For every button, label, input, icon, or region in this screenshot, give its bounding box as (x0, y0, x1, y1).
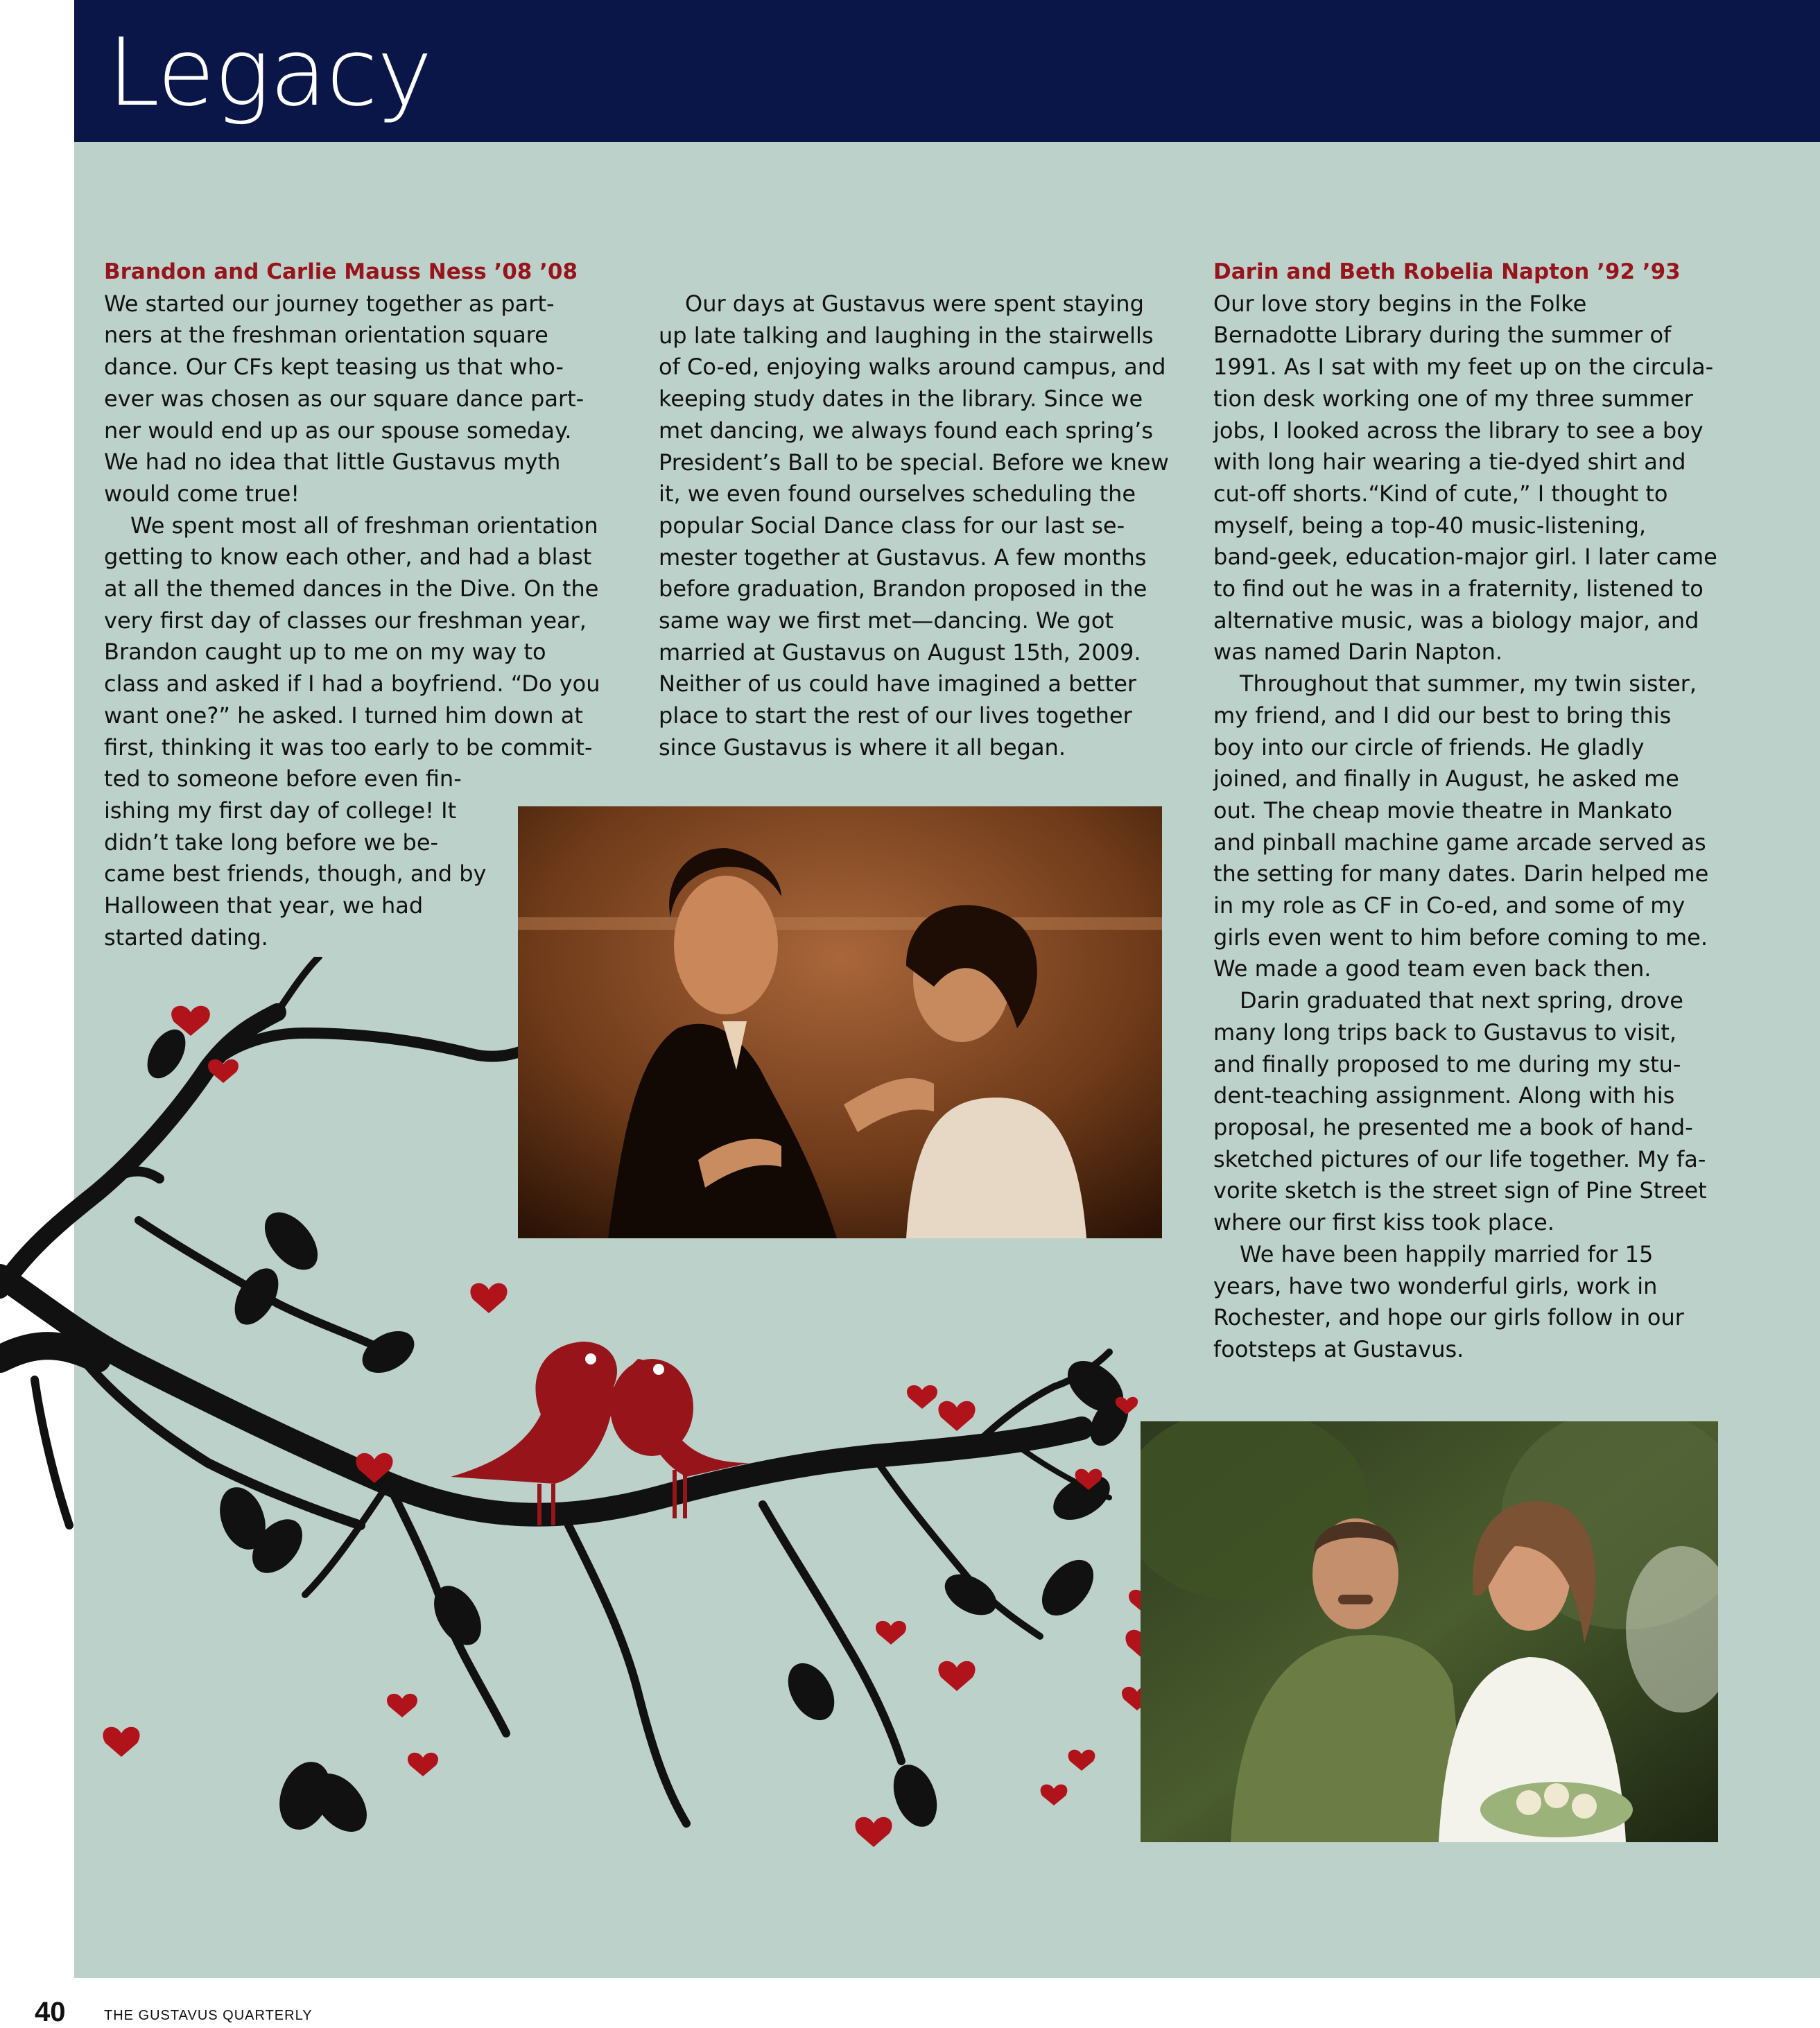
text-line: footsteps at Gustavus. (1213, 1335, 1464, 1362)
text-line: Our love story begins in the Folke (1213, 290, 1587, 317)
text-line: We have been happily married for 15 (1240, 1240, 1654, 1267)
text-line: up late talking and laughing in the stairwells (659, 322, 1154, 349)
text-line: of Co-ed, enjoying walks around campus, and (659, 354, 1166, 381)
column-middle (659, 288, 1172, 764)
story1-paragraph-3 (659, 288, 1172, 764)
text-line: same way we first met—dancing. We got (659, 607, 1114, 634)
text-line: tion desk working one of my three summer (1213, 385, 1693, 412)
text-line: We made a good team even back then. (1213, 955, 1652, 982)
page-title: Legacy (107, 18, 432, 127)
text-line: band-geek, education-major girl. I later came (1213, 544, 1717, 571)
text-line: jobs, I looked across the library to see a boy (1213, 417, 1704, 444)
text-line: ishing my first day of college! It (104, 797, 457, 824)
magazine-name: THE GUSTAVUS QUARTERLY (104, 2008, 313, 2023)
story2-paragraph-1 (1213, 288, 1740, 668)
text-line: Our days at Gustavus were spent staying (685, 291, 1144, 317)
text-line: President’s Ball to be special. Before we knew (659, 449, 1169, 476)
text-line: was named Darin Napton. (1213, 639, 1503, 666)
story-title-napton: Darin and Beth Robelia Napton ’92 ’93 (1213, 259, 1681, 284)
text-line: and pinball machine game arcade served as (1213, 829, 1706, 856)
story-title-ness: Brandon and Carlie Mauss Ness ’08 ’08 (104, 259, 578, 284)
text-line: and finally proposed to me during my stu- (1213, 1050, 1681, 1077)
text-line: keeping study dates in the library. Since we (659, 385, 1143, 413)
column-right (1213, 257, 1740, 1366)
page-number: 40 (35, 1997, 66, 2027)
text-line: the setting for many dates. Darin helped me (1213, 860, 1709, 887)
text-line: 1991. As I sat with my feet up on the circula- (1213, 354, 1714, 381)
text-line: years, have two wonderful girls, work in (1213, 1272, 1658, 1299)
story2-paragraph-4 (1213, 1239, 1740, 1366)
story2-paragraph-3 (1213, 985, 1740, 1239)
text-line: ner would end up as our spouse someday. (104, 417, 572, 444)
text-line: many long trips back to Gustavus to visit, (1213, 1019, 1677, 1046)
text-line: vorite sketch is the street sign of Pine Street (1213, 1177, 1707, 1204)
story2-paragraph-2 (1213, 668, 1740, 985)
text-line: started dating. (104, 924, 268, 951)
text-line: We had no idea that little Gustavus myth (104, 449, 561, 476)
text-line: joined, and finally in August, he asked me (1213, 765, 1679, 792)
text-line: at all the themed dances in the Dive. On the (104, 575, 599, 603)
text-line: sketched pictures of our life together. My fa- (1213, 1145, 1706, 1172)
text-line: dance. Our CFs kept teasing us that who- (104, 354, 564, 381)
text-line: my friend, and I did our best to bring this (1213, 702, 1672, 729)
text-line: getting to know each other, and had a blast (104, 544, 592, 571)
text-line: class and asked if I had a boyfriend. “Do you (104, 670, 600, 697)
story1-paragraph-2 (104, 510, 603, 954)
column-left (104, 257, 603, 953)
text-line: met dancing, we always found each spring’s (659, 417, 1153, 444)
text-line: Halloween that year, we had (104, 892, 424, 919)
text-line: didn’t take long before we be- (104, 829, 439, 856)
header-band (74, 0, 1820, 142)
text-line: cut-off shorts.“Kind of cute,” I thought to (1213, 480, 1668, 507)
text-line: proposal, he presented me a book of hand- (1213, 1113, 1693, 1141)
text-line: in my role as CF in Co-ed, and some of my (1213, 892, 1685, 919)
text-line: mester together at Gustavus. A few months (659, 544, 1147, 571)
text-line: Bernadotte Library during the summer of (1213, 322, 1672, 349)
text-line: came best friends, though, and by (104, 860, 487, 887)
text-line: want one?” he asked. I turned him down at (104, 702, 583, 729)
text-line: married at Gustavus on August 15th, 2009. (659, 639, 1141, 666)
text-line: We started our journey together as part- (104, 290, 555, 317)
text-line: since Gustavus is where it all began. (659, 734, 1066, 761)
text-line: with long hair wearing a tie-dyed shirt and (1213, 449, 1686, 476)
napton-couple-photo (1141, 1421, 1718, 1842)
text-line: boy into our circle of friends. He gladly (1213, 734, 1645, 761)
text-line: myself, being a top-40 music-listening, (1213, 512, 1647, 539)
text-line: before graduation, Brandon proposed in the (659, 575, 1147, 603)
text-line: would come true! (104, 480, 300, 507)
text-line: dent-teaching assignment. Along with his (1213, 1082, 1675, 1109)
dancing-couple-photo (518, 806, 1162, 1238)
text-line: Rochester, and hope our girls follow in our (1213, 1304, 1684, 1331)
text-line: popular Social Dance class for our last se- (659, 512, 1125, 539)
text-line: out. The cheap movie theatre in Mankato (1213, 797, 1673, 824)
text-line: ever was chosen as our square dance part- (104, 385, 584, 412)
text-line: where our first kiss took place. (1213, 1209, 1554, 1236)
text-line: alternative music, was a biology major, and (1213, 607, 1699, 634)
text-line: Brandon caught up to me on my way to (104, 639, 546, 666)
text-line: We spent most all of freshman orientation (130, 512, 598, 539)
text-line: ners at the freshman orientation square (104, 322, 548, 349)
text-line: girls even went to him before coming to me. (1213, 924, 1708, 951)
text-line: to find out he was in a fraternity, listened to (1213, 575, 1704, 603)
text-line: very first day of classes our freshman year, (104, 607, 587, 634)
text-line: place to start the rest of our lives together (659, 702, 1132, 729)
text-line: Neither of us could have imagined a better (659, 670, 1137, 697)
text-line: it, we even found ourselves scheduling the (659, 480, 1136, 508)
text-line: Darin graduated that next spring, drove (1240, 987, 1683, 1014)
text-line: first, thinking it was too early to be commit- (104, 734, 593, 761)
story1-paragraph-1 (104, 288, 603, 510)
text-line: Throughout that summer, my twin sister, (1240, 670, 1697, 697)
text-line: ted to someone before even fin- (104, 765, 462, 792)
